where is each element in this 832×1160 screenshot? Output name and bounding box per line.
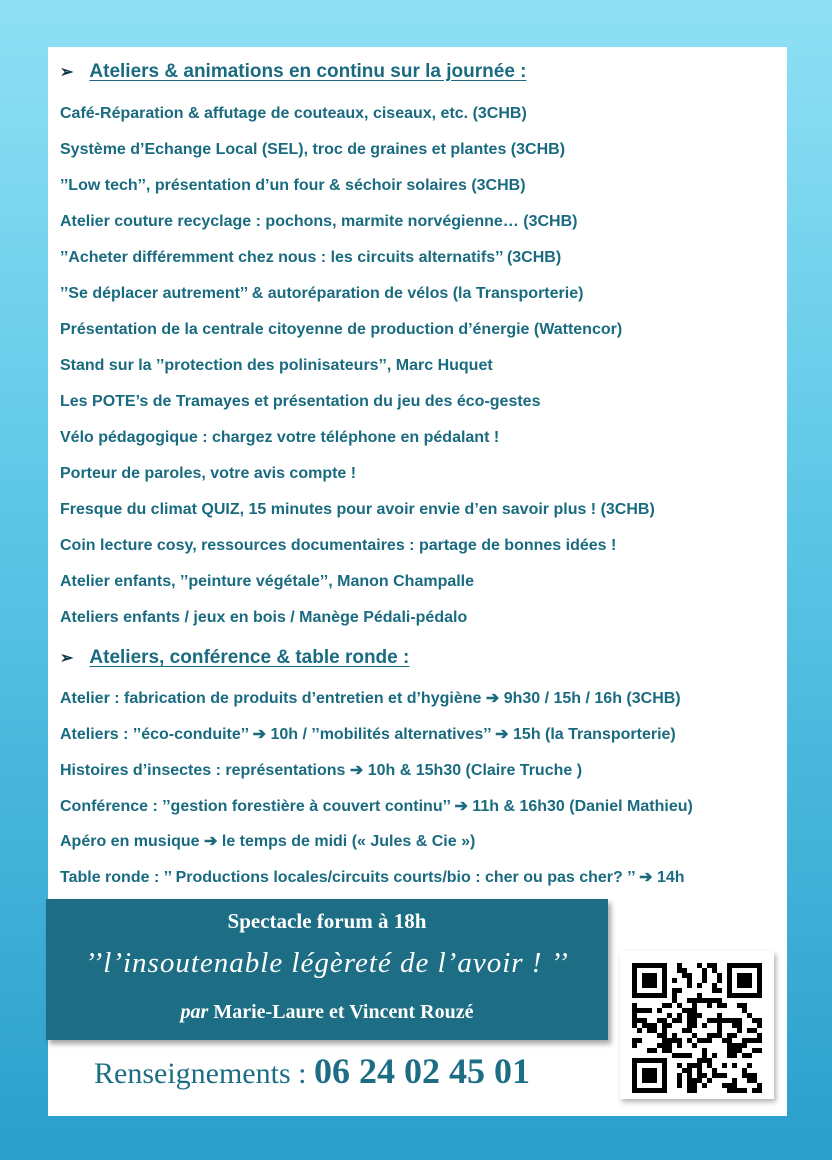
list-item: Café-Réparation & affutage de couteaux, ciseaux, etc. (3CHB) <box>60 105 527 122</box>
list-item: ’’Acheter différemment chez nous : les circuits alternatifs’’ (3CHB) <box>60 249 562 266</box>
schedule-item: Atelier : fabrication de produits d’entretien et d’hygiène ➔ 9h30 / 15h / 16h (3CHB) <box>60 690 681 707</box>
show-authors-line: par Marie-Laure et Vincent Rouzé <box>180 1001 474 1023</box>
list-item: Fresque du climat QUIZ, 15 minutes pour avoir envie d’en savoir plus ! (3CHB) <box>60 501 655 518</box>
list-item: Coin lecture cosy, ressources documentaires : partage de bonnes idées ! <box>60 537 617 554</box>
section-title-ateliers-conference: ➢ Ateliers, conférence & table ronde : <box>60 647 410 668</box>
schedule-item: Histoires d’insectes : représentations ➔ 10h & 15h30 (Claire Truche ) <box>60 762 583 779</box>
qr-code-graphic <box>620 951 774 1099</box>
show-banner <box>46 899 608 1040</box>
contact-label: Renseignements : <box>94 1057 314 1090</box>
schedule-item: Table ronde : ’’ Productions locales/circuits courts/bio : cher ou pas cher? ’’ ➔ 14h <box>60 869 685 886</box>
section-title-ateliers-continu: ➢ Ateliers & animations en continu sur la journée : <box>60 61 527 82</box>
list-item: ’’Low tech’’, présentation d’un four & séchoir solaires (3CHB) <box>60 177 526 194</box>
show-time: Spectacle forum à 18h <box>227 909 427 933</box>
schedule-item: Conférence : ’’gestion forestière à couvert continu’’ ➔ 11h & 16h30 (Daniel Mathieu) <box>60 798 693 815</box>
schedule-item: Ateliers : ’’éco-conduite’’ ➔ 10h / ’’mobilités alternatives’’ ➔ 15h (la Transporterie) <box>60 726 676 743</box>
arrowhead-bullet-icon: ➢ <box>60 64 74 81</box>
arrowhead-bullet-icon: ➢ <box>60 650 74 667</box>
list-item: Présentation de la centrale citoyenne de production d’énergie (Wattencor) <box>60 321 623 338</box>
list-item: Atelier couture recyclage : pochons, marmite norvégienne… (3CHB) <box>60 213 578 230</box>
show-title: ’’l’insoutenable légèreté de l’avoir ! ’’ <box>85 947 569 979</box>
contact-info <box>94 1050 530 1092</box>
list-item: Vélo pédagogique : chargez votre téléphone en pédalant ! <box>60 429 500 446</box>
list-item: Porteur de paroles, votre avis compte ! <box>60 465 357 482</box>
qr-code-icon[interactable] <box>620 951 774 1099</box>
list-item: ’’Se déplacer autrement’’ & autoréparation de vélos (la Transporterie) <box>60 285 584 302</box>
phone-number: 06 24 02 45 01 <box>313 1051 530 1091</box>
schedule-item: Apéro en musique ➔ le temps de midi (« Jules & Cie ») <box>60 833 476 850</box>
list-item: Ateliers enfants / jeux en bois / Manège Pédali-pédalo <box>60 609 468 626</box>
list-item: Stand sur la ’’protection des polinisateurs’’, Marc Huquet <box>60 357 493 374</box>
list-item: Les POTE’s de Tramayes et présentation du jeu des éco-gestes <box>60 393 541 410</box>
list-item: Atelier enfants, ’’peinture végétale’’, Manon Champalle <box>60 573 475 590</box>
list-item: Système d’Echange Local (SEL), troc de graines et plantes (3CHB) <box>60 141 566 158</box>
